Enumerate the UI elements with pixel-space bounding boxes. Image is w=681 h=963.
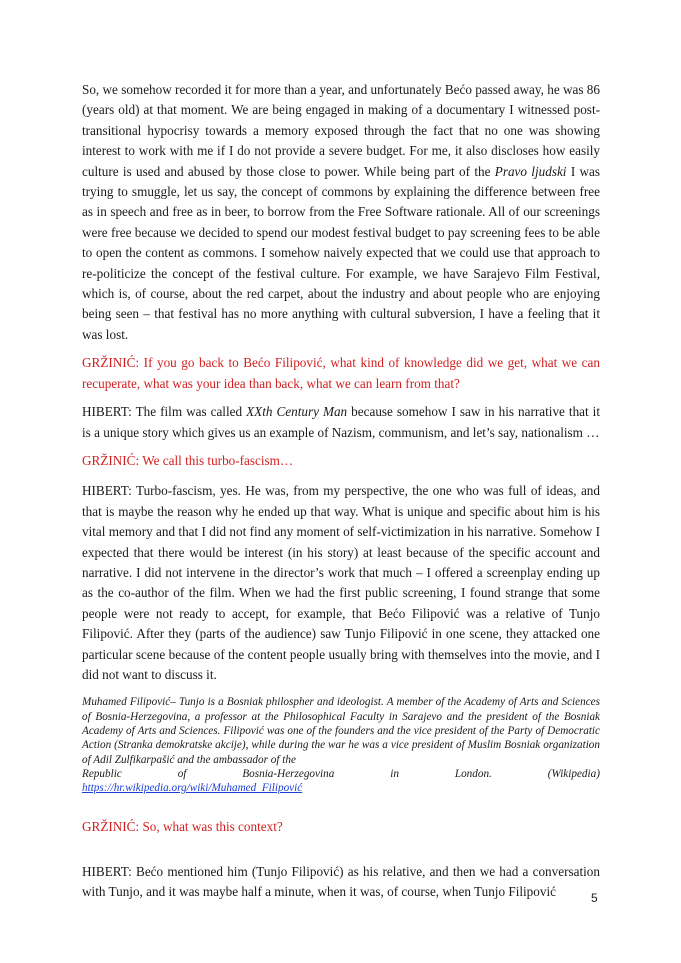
film-title: XXth Century Man xyxy=(246,404,348,420)
page-number: 5 xyxy=(591,891,598,905)
question-1: GRŽINIĆ: If you go back to Bećo Filipović, what kind of knowledge did we get, what we can recuperate, what was your idea than back, what we can learn from that? xyxy=(82,355,600,391)
question-2: GRŽINIĆ: We call this turbo-fascism… xyxy=(82,452,294,468)
wikipedia-link[interactable]: https://hr.wikipedia.org/wiki/Muhamed_Filipović xyxy=(82,782,303,795)
answer-3: HIBERT: Bećo mentioned him (Tunjo Filipović) as his relative, and then we had a conversation with Tunjo, and it was maybe half a minute, when it was, of course, when Tunjo Filipović xyxy=(82,863,600,900)
paragraph-1-text: So, we somehow recorded it for more than a year, and unfortunately Bećo passed away, he was 86 (years old) at that moment. We are being engaged in making of a documentary I witnessed post-transitional hypocrisy towards a memory exposed through the fact that no one was showing interest to work with me if I do not provide a severe budget. For me, it also discloses how easily culture is used and abused by those close to power. While being part of the xyxy=(82,82,600,179)
footnote-word: London. xyxy=(454,767,492,780)
question-3: GRŽINIĆ: So, what was this context? xyxy=(82,819,283,835)
footnote-last-line xyxy=(82,767,600,781)
pravo-ljudski-title: Pravo ljudski xyxy=(494,163,567,179)
footnote-word: of xyxy=(177,767,187,780)
footnote-word: Republic xyxy=(82,767,122,780)
answer-1-pre: HIBERT: The film was called xyxy=(82,404,243,420)
footnote-box xyxy=(82,695,600,795)
answer-1-post: because somehow I saw in his narrative that it is a unique story which gives us an example of Nazism, communism, and let’s say, nationalism … xyxy=(82,404,601,440)
footnote-word: in xyxy=(390,767,399,780)
footnote-word: Bosnia-Herzegovina xyxy=(242,767,335,780)
answer-1 xyxy=(82,402,600,443)
paragraph-1 xyxy=(82,80,600,345)
footnote-body: Muhamed Filipović– Tunjo is a Bosniak philospher and ideologist. A member of the Academy of Arts and Sciences of Bosnia-Herzegovina, a professor at the Philosophical Faculty in Sarajevo and the president of the Bosniak Academy of Arts and Sciences. Filipović was one of the founders and the vice president of the Party of Democratic Action (Stranka demokratske akcije), while during the war he was a vice president of Muslim Bosniak organization of Adil Zulfikarpašić and the ambassador of the xyxy=(82,696,600,766)
answer-2: HIBERT: Turbo-fascism, yes. He was, from my perspective, the one who was full of ideas, and that is maybe the reason why he ended up that way. What is unique and specific about him is his vital memory and that I did not find any moment of self-victimization in his narrative. Somehow I expected that there would be interest (in his story) at least because of the specific account and narrative. I did not intervene in the director’s work that much – I offered a screenplay ending up as the co-author of the film. When we had the first public screening, I found strange that some people were not ready to accept, for example, that Bećo Filipović was a relative of Tunjo Filipović. After they (parts of the audience) saw Tunjo Filipović in one scene, they attacked one particular scene because of the content people usually bring with themselves into the movie, and I did not want to discuss it. xyxy=(82,483,600,682)
document-page xyxy=(82,80,600,903)
paragraph-1-rest: I was trying to smuggle, let us say, the concept of commons by explaining the difference between free as in speech and free as in beer, to borrow from the Free Software rationale. All of our screenings were free because we decided to spend our modest festival budget to pay screening fees to be able to open the content as commons. I somehow naively expected that we could use that approach to re-politicize the concept of the festival culture. For example, we have Sarajevo Film Festival, which is, of course, about the red carpet, about the industry and about people who are enjoying being seen – that festival has no more anything with cultural subversion, I have a feeling that it was lost. xyxy=(82,163,601,342)
footnote-word: (Wikipedia) xyxy=(547,767,600,780)
